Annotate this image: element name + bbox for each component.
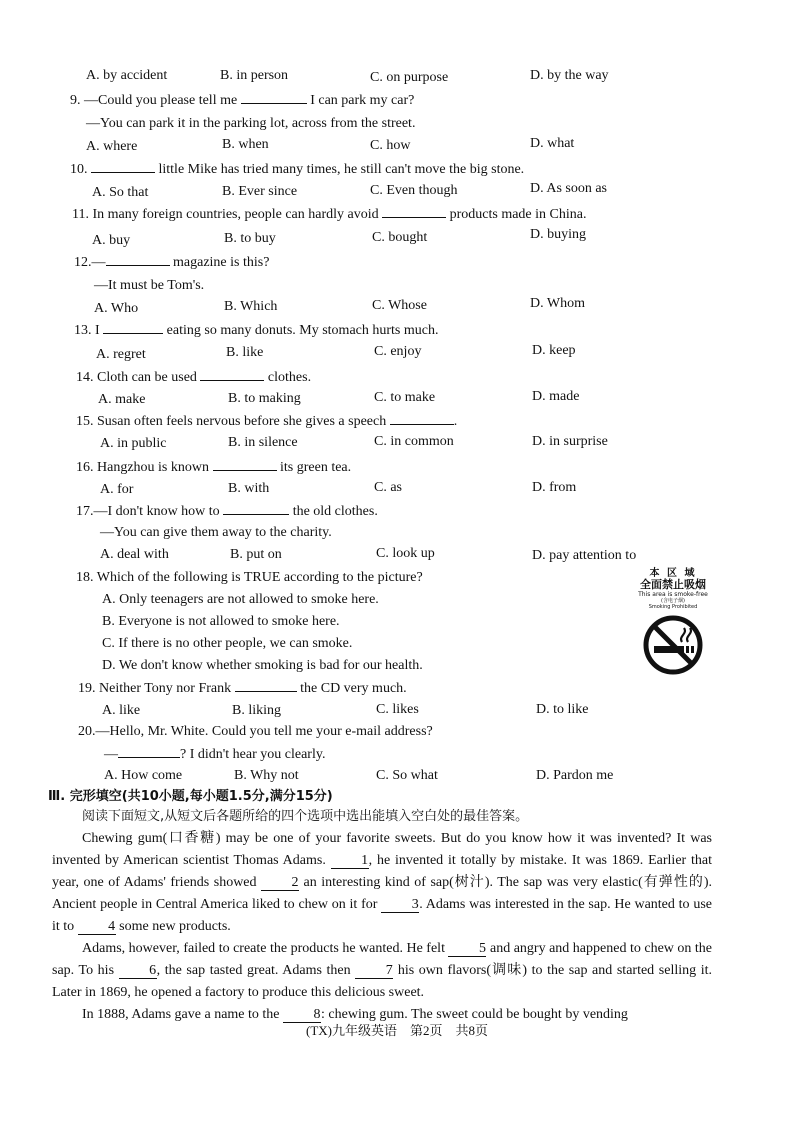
q14-number: 14. (76, 370, 94, 385)
q9-option-d: D. what (530, 136, 575, 151)
q20-option-a: A. How come (104, 768, 183, 783)
q18-option-d: D. We don't know whether smoking is bad for our health. (102, 658, 423, 673)
q17-option-a: A. deal with (100, 547, 169, 562)
q15-stem (76, 412, 457, 431)
passage-text: . Adams was interested in the sap. He wanted to use it to (52, 897, 712, 934)
sign-line3: This area is smoke-free (638, 591, 708, 598)
q8-option-b: B. in person (220, 68, 289, 83)
q10-stem-b: little Mike has tried many times, he still can't move the big stone. (158, 162, 525, 177)
q16-option-d: D. from (532, 480, 577, 495)
q9-blank (241, 91, 307, 104)
q15-option-c: C. in common (374, 434, 454, 449)
q19-option-c: C. likes (376, 702, 419, 717)
q17-stem (76, 502, 378, 521)
passage-text: Adams, however, failed to create the products he wanted. He felt (82, 941, 449, 956)
q18-option-a: A. Only teenagers are not allowed to smoke here. (102, 592, 379, 607)
passage-text: and angry and happened to chew on the sap. To his (52, 941, 713, 978)
cloze-blank-1: 1 (331, 853, 369, 869)
q14-stem-a: Cloth can be used (97, 370, 197, 385)
q12-number: 12. (74, 255, 92, 270)
q16-stem (76, 458, 351, 477)
q20-line2-a: — (104, 747, 118, 762)
q12-line2: —It must be Tom's. (94, 278, 205, 293)
q12-stem (74, 253, 269, 272)
passage-text: In 1888, Adams gave a name to the (82, 1007, 284, 1022)
q20-stem-text: —Hello, Mr. White. Could you tell me your e-mail address? (95, 724, 433, 739)
q13-stem-a: I (95, 323, 100, 338)
q16-option-b: B. with (228, 481, 270, 496)
q10-option-c: C. Even though (370, 183, 458, 198)
q20-option-c: C. So what (376, 768, 438, 783)
q14-option-d: D. made (532, 389, 580, 404)
q15-option-b: B. in silence (228, 435, 298, 450)
q15-stem-b: . (453, 414, 458, 429)
passage-text: some new products. (115, 919, 231, 934)
passage-paragraph-2 (52, 938, 712, 1004)
passage-text: , the sap tasted great. Adams then (156, 963, 356, 978)
q16-blank (213, 458, 277, 471)
q20-option-d: D. Pardon me (536, 768, 614, 783)
q20-line2-b: ? I didn't hear you clearly. (180, 747, 326, 762)
q19-stem-b: the CD very much. (300, 681, 407, 696)
q18-option-c: C. If there is no other people, we can smoke. (102, 636, 353, 651)
cloze-blank-5: 5 (448, 941, 486, 957)
q10-option-a: A. So that (92, 185, 149, 200)
q11-number: 11. (72, 207, 89, 222)
q9-stem-a: —Could you please tell me (84, 93, 238, 108)
no-smoking-sign (630, 568, 716, 676)
q14-option-b: B. to making (228, 391, 301, 406)
cloze-blank-8: 8 (283, 1007, 321, 1023)
section3-instruction: 阅读下面短文,从短文后各题所给的四个选项中选出能填入空白处的最佳答案。 (82, 809, 529, 824)
q20-line2 (104, 745, 325, 764)
no-smoking-icon (642, 614, 704, 676)
q12-stem-a: — (91, 255, 106, 270)
q10-blank (91, 160, 155, 173)
q15-blank (390, 412, 454, 425)
q13-option-b: B. like (226, 345, 264, 360)
q10-option-d: D. As soon as (530, 181, 608, 196)
q16-stem-a: Hangzhou is known (97, 460, 209, 475)
q13-option-c: C. enjoy (374, 344, 422, 359)
q14-option-a: A. make (98, 392, 146, 407)
q13-blank (103, 321, 163, 334)
section3-heading: Ⅲ. 完形填空(共10小题,每小题1.5分,满分15分) (48, 789, 333, 804)
q16-option-c: C. as (374, 480, 402, 495)
q14-option-c: C. to make (374, 390, 436, 405)
q15-option-d: D. in surprise (532, 434, 608, 449)
q17-stem-a: —I don't know how to (93, 504, 220, 519)
q14-stem-b: clothes. (267, 370, 312, 385)
q10-number: 10. (70, 162, 88, 177)
cloze-blank-2: 2 (261, 875, 299, 891)
q13-number: 13. (74, 323, 92, 338)
passage-text: an interesting kind of sap(树汁). The sap was very elastic(有弹性的). Ancient people in Central America liked to chew on it for (52, 875, 713, 912)
q9-stem-b: I can park my car? (310, 93, 415, 108)
q10-stem (70, 160, 524, 179)
q18-stem-text: Which of the following is TRUE according to the picture? (96, 570, 423, 585)
q19-number: 19. (78, 681, 96, 696)
q9-option-c: C. how (370, 138, 411, 153)
q18-option-b: B. Everyone is not allowed to smoke here. (102, 614, 340, 629)
q13-option-a: A. regret (96, 347, 146, 362)
sign-line4: (含电子烟) (661, 598, 685, 604)
q12-option-c: C. Whose (372, 298, 427, 313)
cloze-blank-6: 6 (119, 963, 157, 979)
q12-stem-b: magazine is this? (173, 255, 270, 270)
cloze-blank-3: 3 (381, 897, 419, 913)
q11-stem (72, 205, 586, 224)
page-footer: (TX)九年级英语 第2页 共8页 (306, 1023, 488, 1038)
sign-line1: 本 区 域 (649, 568, 697, 579)
cloze-blank-7: 7 (355, 963, 393, 979)
q13-option-d: D. keep (532, 343, 576, 358)
sign-line5: Smoking Prohibited (648, 604, 698, 610)
q9-number: 9. (70, 93, 81, 108)
q9-option-b: B. when (222, 137, 269, 152)
cloze-blank-4: 4 (78, 919, 116, 935)
q15-number: 15. (76, 414, 94, 429)
q14-stem (76, 368, 311, 387)
passage-paragraph-1 (52, 828, 712, 938)
q11-blank (382, 205, 446, 218)
q16-number: 16. (76, 460, 94, 475)
q18-stem (76, 569, 423, 587)
sign-line2: 全面禁止吸烟 (640, 578, 706, 591)
q20-option-b: B. Why not (234, 768, 299, 783)
q8-option-a: A. by accident (86, 68, 168, 83)
q19-stem (78, 679, 407, 698)
q12-option-a: A. Who (94, 301, 139, 316)
q17-option-c: C. look up (376, 546, 435, 561)
q12-option-b: B. Which (224, 299, 278, 314)
q9-option-a: A. where (86, 139, 138, 154)
q12-blank (106, 253, 170, 266)
passage-text: his own flavors(调味) to the sap and started selling it. Later in 1869, he opened a factory to produce this delicious sweet. (52, 963, 712, 1000)
q17-option-d: D. pay attention to (532, 548, 637, 563)
q17-blank (223, 502, 289, 515)
q19-option-b: B. liking (232, 703, 282, 718)
q18-number: 18. (76, 570, 94, 585)
q16-stem-b: its green tea. (280, 460, 352, 475)
q12-option-d: D. Whom (530, 296, 585, 311)
q19-option-a: A. like (102, 703, 141, 718)
q13-stem (74, 321, 438, 340)
q11-stem-a: In many foreign countries, people can hardly avoid (92, 207, 379, 222)
q20-blank (118, 745, 180, 758)
q16-option-a: A. for (100, 482, 134, 497)
q19-blank (235, 679, 297, 692)
q9-line2: —You can park it in the parking lot, across from the street. (86, 116, 416, 131)
q19-stem-a: Neither Tony nor Frank (99, 681, 232, 696)
q9-stem (70, 91, 414, 110)
q20-stem (78, 723, 433, 741)
q11-stem-b: products made in China. (449, 207, 587, 222)
q17-line2: —You can give them away to the charity. (100, 525, 332, 540)
q15-stem-a: Susan often feels nervous before she gives a speech (97, 414, 387, 429)
q15-option-a: A. in public (100, 436, 167, 451)
q17-option-b: B. put on (230, 547, 282, 562)
q11-option-c: C. bought (372, 230, 428, 245)
q10-option-b: B. Ever since (222, 184, 298, 199)
passage-text: Chewing gum(口香糖) may be one of your favorite sweets. But do you know how it was invented? It was invented by American scientist Thomas Adams. (52, 831, 712, 868)
q11-option-b: B. to buy (224, 231, 276, 246)
q8-option-d: D. by the way (530, 68, 609, 83)
q13-stem-b: eating so many donuts. My stomach hurts much. (166, 323, 439, 338)
q17-number: 17. (76, 504, 94, 519)
passage-text: : chewing gum. The sweet could be bought by vending (321, 1007, 628, 1022)
passage-text: , he invented it totally by mistake. It was 1869. Earlier that year, one of Adams' friends showed (52, 853, 712, 890)
q19-option-d: D. to like (536, 702, 589, 717)
q8-option-c: C. on purpose (370, 70, 449, 85)
q14-blank (200, 368, 264, 381)
q11-option-a: A. buy (92, 233, 131, 248)
q20-number: 20. (78, 724, 96, 739)
q11-option-d: D. buying (530, 227, 586, 242)
q17-stem-b: the old clothes. (292, 504, 378, 519)
